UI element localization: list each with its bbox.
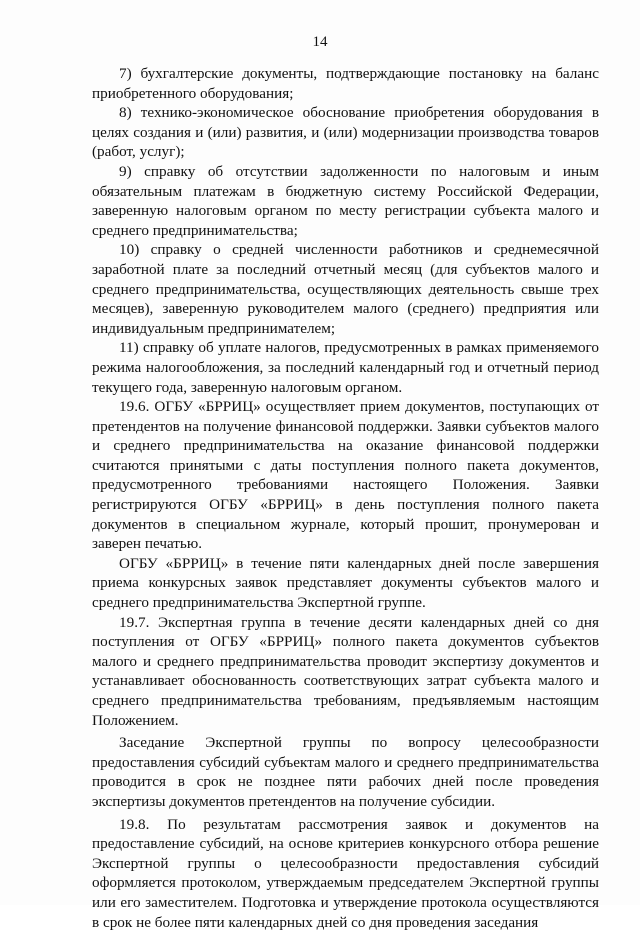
- paragraph-brric-submission: ОГБУ «БРРИЦ» в течение пяти календарных дней после завершения приема конкурсных заявок представляет документы субъектов малого и среднего предпринимательства Экспертной группе.: [92, 554, 599, 612]
- paragraph-item-9: 9) справку об отсутствии задолженности по налоговым и иным обязательным платежам в бюджетную систему Российской Федерации, заверенную налоговым органом по месту регистрации субъекта малого и среднего предпринимательства;: [92, 162, 599, 239]
- document-body: [92, 64, 599, 932]
- paragraph-19-6: 19.6. ОГБУ «БРРИЦ» осуществляет прием документов, поступающих от претендентов на получение финансовой поддержки. Заявки субъектов малого и среднего предпринимательства на оказание финансовой поддержки считаются принятыми с даты поступления полного пакета документов, предусмотренного требованиями настоящего Положения. Заявки регистрируются ОГБУ «БРРИЦ» в день поступления полного пакета документов в специальном журнале, который прошит, пронумерован и заверен печатью.: [92, 398, 599, 553]
- paragraph-item-11: 11) справку об уплате налогов, предусмотренных в рамках применяемого режима налогообложения, за последний календарный год и отчетный период текущего года, заверенную налоговым органом.: [92, 339, 599, 396]
- page-number: 14: [312, 34, 328, 50]
- paragraph-item-10: 10) справку о средней численности работников и среднемесячной заработной плате за последний отчетный месяц (для субъектов малого и среднего предпринимательства, осуществляющих деятельность свыше трех месяцев), заверенную руководителем малого (среднего) предприятия или индивидуальным предпринимателем;: [92, 241, 599, 337]
- paragraph-item-7: 7) бухгалтерские документы, подтверждающие постановку на баланс приобретенного оборудования;: [92, 65, 599, 102]
- paragraph-19-7: 19.7. Экспертная группа в течение десяти календарных дней со дня поступления от ОГБУ «БРРИЦ» полного пакета документов субъектов малого и среднего предпринимательства проводит экспертизу документов и устанавливает обоснованность соответствующих затрат субъекта малого и среднего предпринимательства требованиям, предъявляемым настоящим Положением.: [92, 613, 599, 729]
- paragraph-19-8: 19.8. По результатам рассмотрения заявок и документов на предоставление субсидий, на основе критериев конкурсного отбора решение Экспертной группы о целесообразности предоставления субсидий оформляется протоколом, утверждаемым председателем Экспертной группы или его заместителем. Подготовка и утверждение протокола осуществляются в срок не более пяти календарных дней со дня проведения заседания: [92, 815, 599, 931]
- paragraph-expert-meeting: Заседание Экспертной группы по вопросу целесообразности предоставления субсидий субъектам малого и среднего предпринимательства проводится в срок не позднее пяти рабочих дней после проведения экспертизы документов претендентов на получение субсидии.: [92, 734, 599, 810]
- paragraph-item-8: 8) технико-экономическое обоснование приобретения оборудования в целях создания и (или) развития, и (или) модернизации производства товаров (работ, услуг);: [92, 104, 599, 161]
